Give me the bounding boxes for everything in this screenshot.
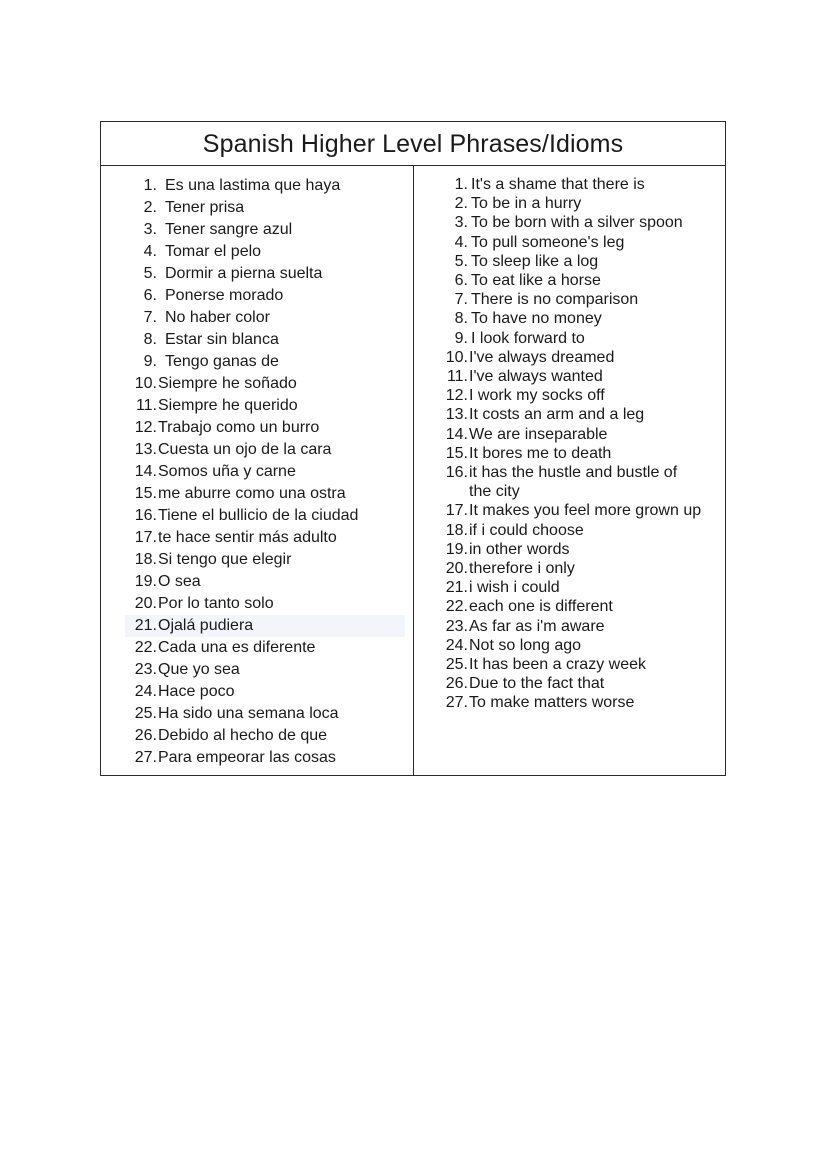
english-list-item [444, 329, 701, 348]
item-text: Not so long ago [469, 636, 582, 654]
item-text: I work my socks off [469, 387, 605, 405]
spanish-phrase-list [131, 175, 405, 769]
item-number: 19. [134, 573, 157, 590]
spanish-list-item [131, 197, 405, 219]
english-list-item [444, 425, 701, 444]
item-text: To eat like a horse [471, 272, 601, 290]
item-number: 22. [445, 598, 468, 616]
item-text: Cada una es diferente [158, 639, 316, 656]
spanish-list-item [131, 417, 405, 439]
item-number: 18. [134, 551, 157, 568]
english-list-item [444, 309, 701, 328]
item-text: Dormir a pierna suelta [165, 265, 323, 282]
english-list-item [444, 617, 701, 636]
item-number: 7. [454, 291, 468, 309]
item-number: 20. [445, 560, 468, 578]
spanish-list-item [131, 549, 405, 571]
item-number: 21. [134, 617, 157, 634]
item-text: There is no comparison [471, 291, 639, 309]
item-text: it has the hustle and bustle of the city [469, 464, 678, 501]
item-text: Si tengo que elegir [158, 551, 292, 568]
english-list-item [444, 501, 701, 520]
item-text: Que yo sea [158, 661, 240, 678]
item-number: 23. [445, 617, 468, 635]
item-text: Es una lastima que haya [165, 177, 341, 194]
english-list-item [444, 233, 701, 252]
item-text: Due to the fact that [469, 675, 605, 693]
item-number: 20. [134, 595, 157, 612]
item-text: To sleep like a log [471, 252, 599, 270]
item-text: te hace sentir más adulto [158, 529, 337, 546]
item-text: Tengo ganas de [165, 353, 279, 370]
item-text: I've always wanted [469, 368, 603, 386]
item-number: 2. [143, 199, 157, 216]
item-number: 15. [134, 485, 157, 502]
item-number: 16. [445, 464, 468, 482]
item-text: Trabajo como un burro [158, 419, 320, 436]
english-list-item [444, 367, 701, 386]
english-list-item [444, 213, 701, 232]
item-text: Cuesta un ojo de la cara [158, 441, 332, 458]
item-text: To have no money [471, 310, 602, 328]
item-number: 15. [445, 444, 468, 462]
english-list-item [444, 674, 701, 693]
column-divider [413, 165, 414, 775]
item-number: 24. [134, 683, 157, 700]
spanish-list-item [131, 461, 405, 483]
item-number: 22. [134, 639, 157, 656]
english-list-item [444, 655, 701, 674]
item-number: 5. [454, 252, 468, 270]
item-number: 23. [134, 661, 157, 678]
item-text: As far as i'm aware [469, 617, 605, 635]
spanish-list-item [131, 219, 405, 241]
item-number: 7. [143, 309, 157, 326]
item-number: 27. [445, 694, 468, 712]
columns [101, 165, 725, 775]
item-text: Tomar el pelo [165, 243, 262, 260]
spanish-list-item [131, 637, 405, 659]
item-text: each one is different [469, 598, 613, 616]
item-number: 1. [454, 176, 468, 193]
item-text: Siempre he querido [158, 397, 298, 414]
item-text: It makes you feel more grown up [469, 502, 702, 520]
item-text: in other words [469, 540, 570, 558]
english-list-item [444, 693, 701, 712]
item-text: To make matters worse [469, 694, 635, 712]
spanish-list-item [131, 505, 405, 527]
item-number: 19. [445, 540, 468, 558]
item-text: Por lo tanto solo [158, 595, 274, 612]
item-text: Ha sido una semana loca [158, 705, 339, 722]
item-number: 25. [445, 656, 468, 674]
item-number: 10. [134, 375, 157, 392]
item-number: 24. [445, 636, 468, 654]
english-list-item [444, 386, 701, 405]
spanish-list-item [131, 681, 405, 703]
item-text: Siempre he soñado [158, 375, 297, 392]
item-number: 10. [445, 348, 468, 366]
spanish-list-item [131, 483, 405, 505]
spanish-list-item [131, 263, 405, 285]
item-number: 6. [454, 272, 468, 290]
item-text: To be in a hurry [471, 195, 582, 213]
item-number: 12. [445, 387, 468, 405]
item-number: 3. [454, 214, 468, 232]
spanish-list-item [131, 373, 405, 395]
item-number: 12. [134, 419, 157, 436]
spanish-list-item [131, 175, 405, 197]
item-text: I've always dreamed [469, 348, 615, 366]
item-number: 11. [135, 397, 157, 414]
english-list-item [444, 578, 701, 597]
item-number: 25. [134, 705, 157, 722]
item-number: 3. [143, 221, 157, 238]
item-text: me aburre como una ostra [158, 485, 346, 502]
item-number: 27. [134, 749, 157, 766]
spanish-list-item [131, 527, 405, 549]
item-number: 6. [143, 287, 157, 304]
english-list-item [444, 271, 701, 290]
item-text: It's a shame that there is [471, 176, 645, 193]
item-number: 18. [445, 521, 468, 539]
item-number: 21. [445, 579, 468, 597]
english-list-item [444, 252, 701, 271]
item-number: 5. [143, 265, 157, 282]
spanish-list-item [131, 703, 405, 725]
item-number: 26. [445, 675, 468, 693]
english-list-item [444, 444, 701, 463]
item-number: 14. [134, 463, 157, 480]
english-list-item [444, 463, 701, 501]
item-text: Debido al hecho de que [158, 727, 328, 744]
item-text: Hace poco [158, 683, 235, 700]
item-number: 8. [454, 310, 468, 328]
item-text: if i could choose [469, 521, 584, 539]
item-text: It bores me to death [469, 444, 612, 462]
english-list-item [444, 348, 701, 367]
item-text: To pull someone's leg [471, 233, 625, 251]
item-number: 11. [446, 368, 468, 386]
item-number: 9. [143, 353, 157, 370]
title-row [101, 122, 725, 166]
item-text: We are inseparable [469, 425, 608, 443]
item-text: O sea [158, 573, 201, 590]
item-text: Tener prisa [165, 199, 245, 216]
english-list-item [444, 175, 701, 194]
spanish-list-item [125, 615, 405, 637]
spanish-list-item [131, 307, 405, 329]
spanish-list-item [131, 285, 405, 307]
item-number: 26. [134, 727, 157, 744]
english-list-item [444, 540, 701, 559]
spanish-list-item [131, 395, 405, 417]
spanish-list-item [131, 725, 405, 747]
page-title: Spanish Higher Level Phrases/Idioms [202, 130, 624, 158]
item-number: 13. [445, 406, 468, 424]
item-number: 16. [134, 507, 157, 524]
spanish-list-item [131, 659, 405, 681]
english-list-item [444, 405, 701, 424]
english-list-item [444, 636, 701, 655]
item-number: 4. [143, 243, 157, 260]
item-text: To be born with a silver spoon [471, 214, 683, 232]
item-number: 17. [134, 529, 157, 546]
item-text: Ojalá pudiera [158, 617, 254, 634]
spanish-list-item [131, 747, 405, 769]
item-text: therefore i only [469, 560, 575, 578]
item-text: It has been a crazy week [469, 656, 646, 674]
item-number: 1. [143, 177, 157, 194]
item-number: 4. [454, 233, 468, 251]
english-list-item [444, 290, 701, 309]
item-text: Ponerse morado [165, 287, 284, 304]
item-number: 8. [143, 331, 157, 348]
english-list-item [444, 521, 701, 540]
item-text: No haber color [165, 309, 270, 326]
item-number: 17. [445, 502, 468, 520]
english-list-item [444, 597, 701, 616]
item-text: Tiene el bullicio de la ciudad [158, 507, 359, 524]
item-text: i wish i could [469, 579, 560, 597]
item-text: Para empeorar las cosas [158, 749, 336, 766]
spanish-list-item [131, 593, 405, 615]
spanish-list-item [131, 571, 405, 593]
spanish-list-item [131, 241, 405, 263]
spanish-list-item [131, 329, 405, 351]
phrases-table [100, 121, 726, 776]
item-text: Tener sangre azul [165, 221, 293, 238]
item-text: I look forward to [471, 329, 585, 347]
english-list-item [444, 559, 701, 578]
item-text: Estar sin blanca [165, 331, 279, 348]
item-number: 9. [454, 329, 468, 347]
item-text: Somos uña y carne [158, 463, 296, 480]
item-text: It costs an arm and a leg [469, 406, 645, 424]
item-number: 14. [445, 425, 468, 443]
spanish-list-item [131, 439, 405, 461]
english-list-item [444, 194, 701, 213]
spanish-list-item [131, 351, 405, 373]
item-number: 2. [454, 195, 468, 213]
english-translation-list [444, 175, 701, 713]
item-number: 13. [134, 441, 157, 458]
